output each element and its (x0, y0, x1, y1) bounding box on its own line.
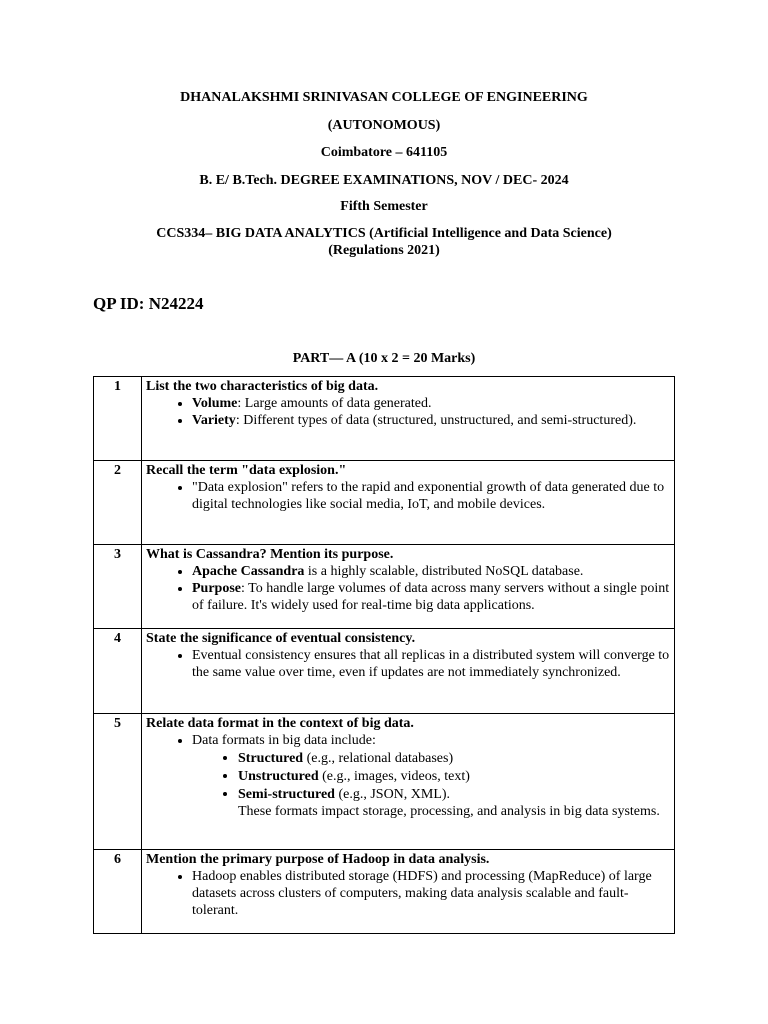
question-cell (142, 850, 675, 934)
list-item (192, 395, 670, 412)
question-text: State the significance of eventual consistency. (146, 631, 416, 646)
term-bold: Structured (238, 751, 304, 766)
questions-table (93, 376, 675, 934)
qp-id: QP ID: N24224 (93, 294, 204, 313)
answer-note: These formats impact storage, processing, and analysis in big data systems. (238, 804, 660, 819)
answer-text: (e.g., JSON, XML). (334, 787, 451, 802)
term-bold: Semi-structured (238, 787, 335, 802)
answer-text: Hadoop enables distributed storage (HDFS) and processing (MapReduce) of large datasets across clusters of computers, making data analysis scalable and fault-tolerant. (192, 869, 652, 918)
list-item (192, 580, 670, 614)
question-number: 2 (94, 461, 142, 545)
term-bold: Apache Cassandra (192, 564, 305, 579)
list-item (192, 647, 670, 681)
list-item (238, 785, 670, 820)
term-bold: Purpose (192, 581, 241, 596)
list-item (192, 479, 670, 513)
answer-text: Data formats in big data include: (192, 733, 376, 748)
answer-list (146, 647, 670, 681)
exam-title: B. E/ B.Tech. DEGREE EXAMINATIONS, NOV / DEC- 2024 (199, 173, 569, 188)
question-number: 6 (94, 850, 142, 934)
question-cell (142, 629, 675, 714)
question-cell (142, 461, 675, 545)
question-number: 3 (94, 545, 142, 629)
table-row (94, 629, 675, 714)
table-row (94, 461, 675, 545)
list-item (192, 412, 670, 429)
question-number: 1 (94, 377, 142, 461)
answer-text: (e.g., relational databases) (303, 751, 454, 766)
question-text: Recall the term "data explosion." (146, 463, 347, 478)
sub-list (192, 749, 670, 820)
table-row (94, 545, 675, 629)
answer-list (146, 479, 670, 513)
question-text: List the two characteristics of big data. (146, 379, 379, 394)
table-row (94, 714, 675, 850)
list-item (238, 749, 670, 767)
college-location: Coimbatore – 641105 (320, 145, 448, 160)
question-text: What is Cassandra? Mention its purpose. (146, 547, 394, 562)
table-row (94, 850, 675, 934)
list-item (238, 767, 670, 785)
question-cell (142, 377, 675, 461)
term-bold: Unstructured (238, 769, 319, 784)
regulations-label: (Regulations 2021) (328, 243, 440, 258)
answer-text: : To handle large volumes of data across many servers without a single point of failure. It's widely used for real-time big data applications. (192, 581, 670, 613)
term-bold: Volume (192, 396, 238, 411)
term-bold: Variety (192, 413, 236, 428)
answer-list (146, 868, 670, 919)
answer-list (146, 395, 670, 429)
answer-text: is a highly scalable, distributed NoSQL database. (304, 564, 584, 579)
list-item (192, 563, 670, 580)
answer-text: : Large amounts of data generated. (237, 396, 432, 411)
answer-text: (e.g., images, videos, text) (318, 769, 470, 784)
question-number: 5 (94, 714, 142, 850)
part-a-title: PART— A (10 x 2 = 20 Marks) (292, 351, 476, 366)
semester-label: Fifth Semester (340, 199, 428, 214)
question-number: 4 (94, 629, 142, 714)
question-text: Mention the primary purpose of Hadoop in data analysis. (146, 852, 490, 867)
question-cell (142, 545, 675, 629)
answer-text: "Data explosion" refers to the rapid and exponential growth of data generated due to digital technologies like social media, IoT, and mobile devices. (192, 480, 665, 512)
list-item (192, 868, 670, 919)
answer-text: Eventual consistency ensures that all replicas in a distributed system will converge to the same value over time, even if updates are not immediately synchronized. (192, 648, 670, 680)
question-text: Relate data format in the context of big data. (146, 716, 414, 731)
list-item (192, 732, 670, 820)
course-title: CCS334– BIG DATA ANALYTICS (Artificial Intelligence and Data Science) (156, 226, 612, 241)
table-row (94, 377, 675, 461)
answer-list (146, 732, 670, 820)
question-cell (142, 714, 675, 850)
autonomous-label: (AUTONOMOUS) (327, 118, 441, 133)
college-name: DHANALAKSHMI SRINIVASAN COLLEGE OF ENGINEERING (180, 90, 588, 105)
answer-text: : Different types of data (structured, unstructured, and semi-structured). (235, 413, 637, 428)
answer-list (146, 563, 670, 614)
